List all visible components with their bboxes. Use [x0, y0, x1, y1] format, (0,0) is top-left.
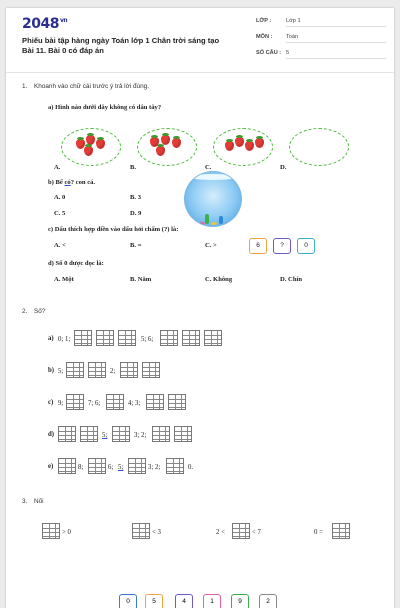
option-b-strawberries[interactable] [137, 128, 197, 166]
fish-bowl-image [184, 171, 242, 227]
number-box: 6 [249, 238, 267, 254]
answer-cell[interactable] [106, 394, 124, 410]
strawberry-icon [156, 146, 165, 156]
answer-tile[interactable]: 5 [145, 594, 163, 608]
q1a-option-d[interactable]: D. [280, 164, 287, 171]
strawberry-icon [225, 141, 234, 151]
answer-tile[interactable]: 1 [203, 594, 221, 608]
strawberry-icon [255, 138, 264, 148]
answer-cell[interactable] [204, 330, 222, 346]
answer-cell[interactable] [74, 330, 92, 346]
question-3-heading: 3. Nối [22, 498, 44, 505]
option-a-strawberries[interactable] [61, 128, 121, 166]
answer-cell[interactable] [166, 458, 184, 474]
answer-cell[interactable] [66, 394, 84, 410]
q1d-option-c[interactable]: C. Không [205, 276, 233, 283]
bowl-rim [189, 174, 237, 180]
question-1-heading: 1. Khoanh vào chữ cái trước ý trả lời đúng. [22, 83, 149, 90]
q1c-option-c[interactable]: C. > [205, 242, 217, 249]
seaweed-icon [205, 214, 209, 224]
answer-cell[interactable] [88, 458, 106, 474]
pebble-icon [225, 222, 231, 225]
answer-cell[interactable] [132, 523, 150, 539]
strawberry-icon [96, 139, 105, 149]
answer-cell[interactable] [80, 426, 98, 442]
number-box: 0 [297, 238, 315, 254]
q1c-option-b[interactable]: B. = [130, 242, 142, 249]
answer-cell[interactable] [96, 330, 114, 346]
q1a-question: a) Hình nào dưới đây không có dâu tây? [48, 104, 162, 111]
sequence-row-c: c) 9; 7; 6; 4; 3; [48, 394, 348, 412]
sequence-row-b: b) 5; 2; [48, 362, 348, 380]
matching-row: > 0 < 3 2 < < 7 0 = [42, 523, 382, 541]
answer-cell[interactable] [120, 362, 138, 378]
answer-cell[interactable] [58, 426, 76, 442]
answer-cell[interactable] [332, 523, 350, 539]
q1d-question: d) Số 0 được đọc là: [48, 260, 104, 267]
site-logo[interactable]: $2048^{vn}$ [22, 16, 68, 32]
question-2-heading: 2. Số? [22, 308, 46, 315]
answer-tile[interactable]: 2 [259, 594, 277, 608]
option-c-strawberries[interactable] [213, 128, 273, 166]
answer-tile[interactable]: 9 [231, 594, 249, 608]
page-title: Phiếu bài tập hàng ngày Toán lớp 1 Chân trời sáng tạo Bài 11. Bài 0 có đáp án [22, 36, 220, 55]
answer-cell[interactable] [118, 330, 136, 346]
q1b-question: b) Bể có? con cá. [48, 179, 96, 186]
strawberry-icon [172, 138, 181, 148]
divider [6, 72, 394, 73]
strawberry-icon [84, 146, 93, 156]
inline-link[interactable]: có [64, 179, 71, 186]
q1d-option-b[interactable]: B. Năm [130, 276, 152, 283]
question-mark-box: ? [273, 238, 291, 254]
answer-tile[interactable]: 4 [175, 594, 193, 608]
worksheet-page: $2048^{vn}$ Phiếu bài tập hàng ngày Toán lớp 1 Chân trời sáng tạo Bài 11. Bài 0 có đáp án LỚP : Lớp 1 MÔN : Toán SỐ CÂU : 5 1. Khoanh vào chữ cái trước ý trả lời đúng. a) Hình nào dưới đây không có dâu tây? A. B. C. D. b) Bể có? con cá. A. 0 B. 3 C. 5 D. 9 c) Dấu thích hợp điền vào dấu hỏi chấm (?) là: A. < B. = C. > 6 ? 0 d) Số 0 được đọc là: A. Một B. Năm C. Không D. Chín 2. Số? a) 0; 1; 5; 6; b) 5; 2; c) 9; 7; 6; 4; 3; d) 5; 3; 2; e) 8; 6; 5; 3; 2; 0. 3. Nối > 0 < 3 2 < < 7 0 = 0 5 4 1 9 2 [6, 8, 394, 608]
q1a-option-a[interactable]: A. [54, 164, 61, 171]
seaweed-icon [219, 216, 223, 224]
answer-cell[interactable] [182, 330, 200, 346]
q1b-option-d[interactable]: D. 9 [130, 210, 142, 217]
strawberry-icon [245, 141, 254, 151]
option-d-empty[interactable] [289, 128, 349, 166]
answer-cell[interactable] [42, 523, 60, 539]
strawberry-icon [235, 137, 244, 147]
q1d-option-d[interactable]: D. Chín [280, 276, 302, 283]
answer-tile[interactable]: 0 [119, 594, 137, 608]
answer-cell[interactable] [128, 458, 146, 474]
answer-cell[interactable] [112, 426, 130, 442]
q1a-option-b[interactable]: B. [130, 164, 137, 171]
answer-cell[interactable] [232, 523, 250, 539]
q1b-option-a[interactable]: A. 0 [54, 194, 66, 201]
pebble-icon [199, 222, 205, 225]
q1c-question: c) Dấu thích hợp điền vào dấu hỏi chấm (?) là: [48, 226, 179, 233]
answer-cell[interactable] [152, 426, 170, 442]
answer-cell[interactable] [160, 330, 178, 346]
answer-cell[interactable] [168, 394, 186, 410]
answer-cell[interactable] [66, 362, 84, 378]
answer-cell[interactable] [142, 362, 160, 378]
answer-cell[interactable] [174, 426, 192, 442]
sequence-row-a: a) 0; 1; 5; 6; [48, 330, 348, 348]
answer-cell[interactable] [146, 394, 164, 410]
sequence-row-e: e) 8; 6; 5; 3; 2; 0. [48, 458, 348, 476]
q1c-option-a[interactable]: A. < [54, 242, 66, 249]
q1d-option-a[interactable]: A. Một [54, 276, 74, 283]
pebble-icon [211, 222, 217, 225]
q1a-option-c[interactable]: C. [205, 164, 212, 171]
q1b-option-c[interactable]: C. 5 [54, 210, 66, 217]
q1b-option-b[interactable]: B. 3 [130, 194, 141, 201]
answer-cell[interactable] [88, 362, 106, 378]
answer-cell[interactable] [58, 458, 76, 474]
sequence-row-d: d) 5; 3; 2; [48, 426, 348, 444]
